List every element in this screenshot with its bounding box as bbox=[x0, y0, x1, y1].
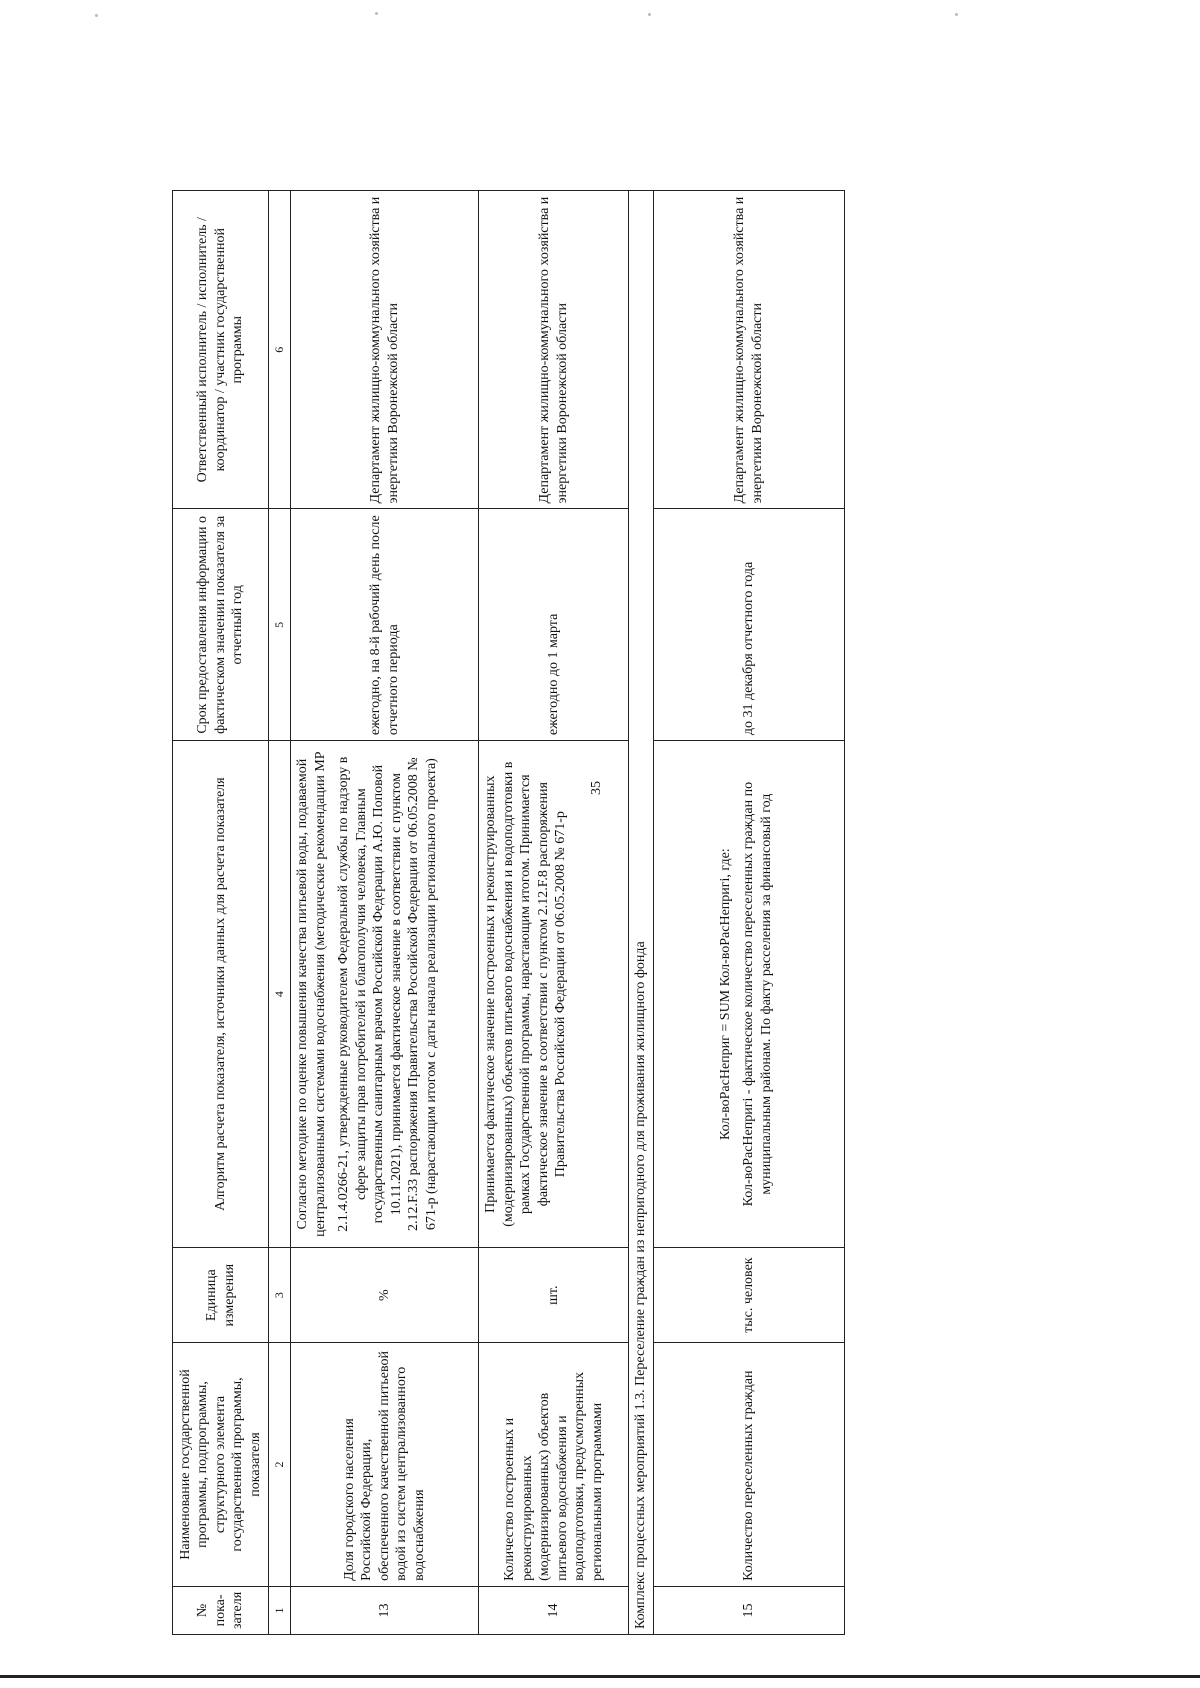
column-number: 6 bbox=[269, 191, 291, 509]
unit: % bbox=[291, 1248, 479, 1343]
algorithm bbox=[653, 741, 845, 1248]
indicator-name: Доля городского населения Российской Федерации, обеспеченного качественной питьевой водой из систем централизованного водоснабжения bbox=[291, 1343, 479, 1587]
algorithm bbox=[291, 741, 479, 1248]
header-deadline: Срок предоставления информации о фактическом значении показателя за отчетный год bbox=[173, 509, 269, 741]
formula-explanation: Кол-воРасНепригi - фактическое количество переселенных граждан по муниципальным районам. По факту расселения за финансовый год bbox=[741, 781, 774, 1207]
responsible: Департамент жилищно-коммунального хозяйства и энергетики Воронежской области bbox=[479, 191, 629, 509]
deadline: ежегодно до 1 марта bbox=[479, 509, 629, 741]
indicator-table-container bbox=[172, 190, 845, 1635]
responsible: Департамент жилищно-коммунального хозяйства и энергетики Воронежской области bbox=[653, 191, 845, 509]
algorithm bbox=[479, 741, 629, 1248]
header-unit: Единица измерения bbox=[173, 1248, 269, 1343]
algorithm-paragraph: Принимается фактическое значение построенных и реконструированных (модернизированных) объектов питьевого водоснабжения и водоподготовки в рамках Государственной программы, нарастающим итогом. Принимается фактическое значение в соответствии с пунктом 2.12.F.8 распоряжения Правительства Российской Федерации от 06.05.2008 № 671-р bbox=[483, 761, 568, 1227]
column-number: 3 bbox=[269, 1248, 291, 1343]
header-responsible: Ответственный исполнитель / исполнитель / координатор / участник государственной программы bbox=[173, 191, 269, 509]
algorithm-paragraph: 2.1.4.0266-21, утвержденные руководителем Федеральной службы по надзору в сфере защиты прав потребителей и благополучия человека, Главным государственным санитарным врачом Российской Федерации А.Ю. Поповой 10.11.2021), принимается фактическое значение в соответствии с пунктом 2.12.F.33 распоряжения Правительства Российской Федерации от 06.05.2008 № 671-р (нарастающим итогом с даты начала реализации регионального проекта) bbox=[336, 756, 439, 1232]
section-title: Комплекс процессных мероприятий 1.3. Переселение граждан из непригодного для проживания жилищного фонда bbox=[629, 191, 654, 1635]
header-indicator-number: № пока-зателя bbox=[173, 1586, 269, 1634]
table-row bbox=[479, 191, 629, 1635]
algorithm-paragraph: Согласно методике по оценке повышения качества питьевой воды, подаваемой централизованными системами водоснабжения (методические рекомендации МР bbox=[295, 751, 328, 1237]
indicator-name: Количество переселенных граждан bbox=[653, 1343, 845, 1587]
formula: Кол-воРасНеприг = SUM Кол-воРасНепригi, где: bbox=[717, 848, 733, 1140]
header-indicator-name: Наименование государственной программы, подпрограммы, структурного элемента государственной программы, показателя bbox=[173, 1343, 269, 1587]
section-row bbox=[629, 191, 654, 1635]
scan-speck bbox=[375, 12, 378, 15]
deadline: ежегодно, на 8-й рабочий день после отчетного периода bbox=[291, 509, 479, 741]
column-number: 2 bbox=[269, 1343, 291, 1587]
page-number: 35 bbox=[589, 781, 604, 795]
column-number: 5 bbox=[269, 509, 291, 741]
column-number: 4 bbox=[269, 741, 291, 1248]
table-row bbox=[291, 191, 479, 1635]
unit: шт. bbox=[479, 1248, 629, 1343]
table-row bbox=[653, 191, 845, 1635]
table-header-row bbox=[173, 191, 269, 1635]
responsible: Департамент жилищно-коммунального хозяйства и энергетики Воронежской области bbox=[291, 191, 479, 509]
row-number: 13 bbox=[291, 1586, 479, 1634]
indicator-table bbox=[172, 190, 845, 1635]
deadline: до 31 декабря отчетного года bbox=[653, 509, 845, 741]
scan-speck bbox=[648, 13, 651, 16]
unit: тыс. человек bbox=[653, 1248, 845, 1343]
row-number: 14 bbox=[479, 1586, 629, 1634]
indicator-name: Количество построенных и реконструированных (модернизированных) объектов питьевого водоснабжения и водоподготовки, предусмотренных региональными программами bbox=[479, 1343, 629, 1587]
column-number-row bbox=[269, 191, 291, 1635]
scan-speck bbox=[955, 13, 958, 16]
scan-edge-line bbox=[0, 1675, 1200, 1678]
row-number: 15 bbox=[653, 1586, 845, 1634]
column-number: 1 bbox=[269, 1586, 291, 1634]
scan-speck bbox=[95, 14, 98, 17]
header-algorithm: Алгоритм расчета показателя, источники данных для расчета показателя bbox=[173, 741, 269, 1248]
